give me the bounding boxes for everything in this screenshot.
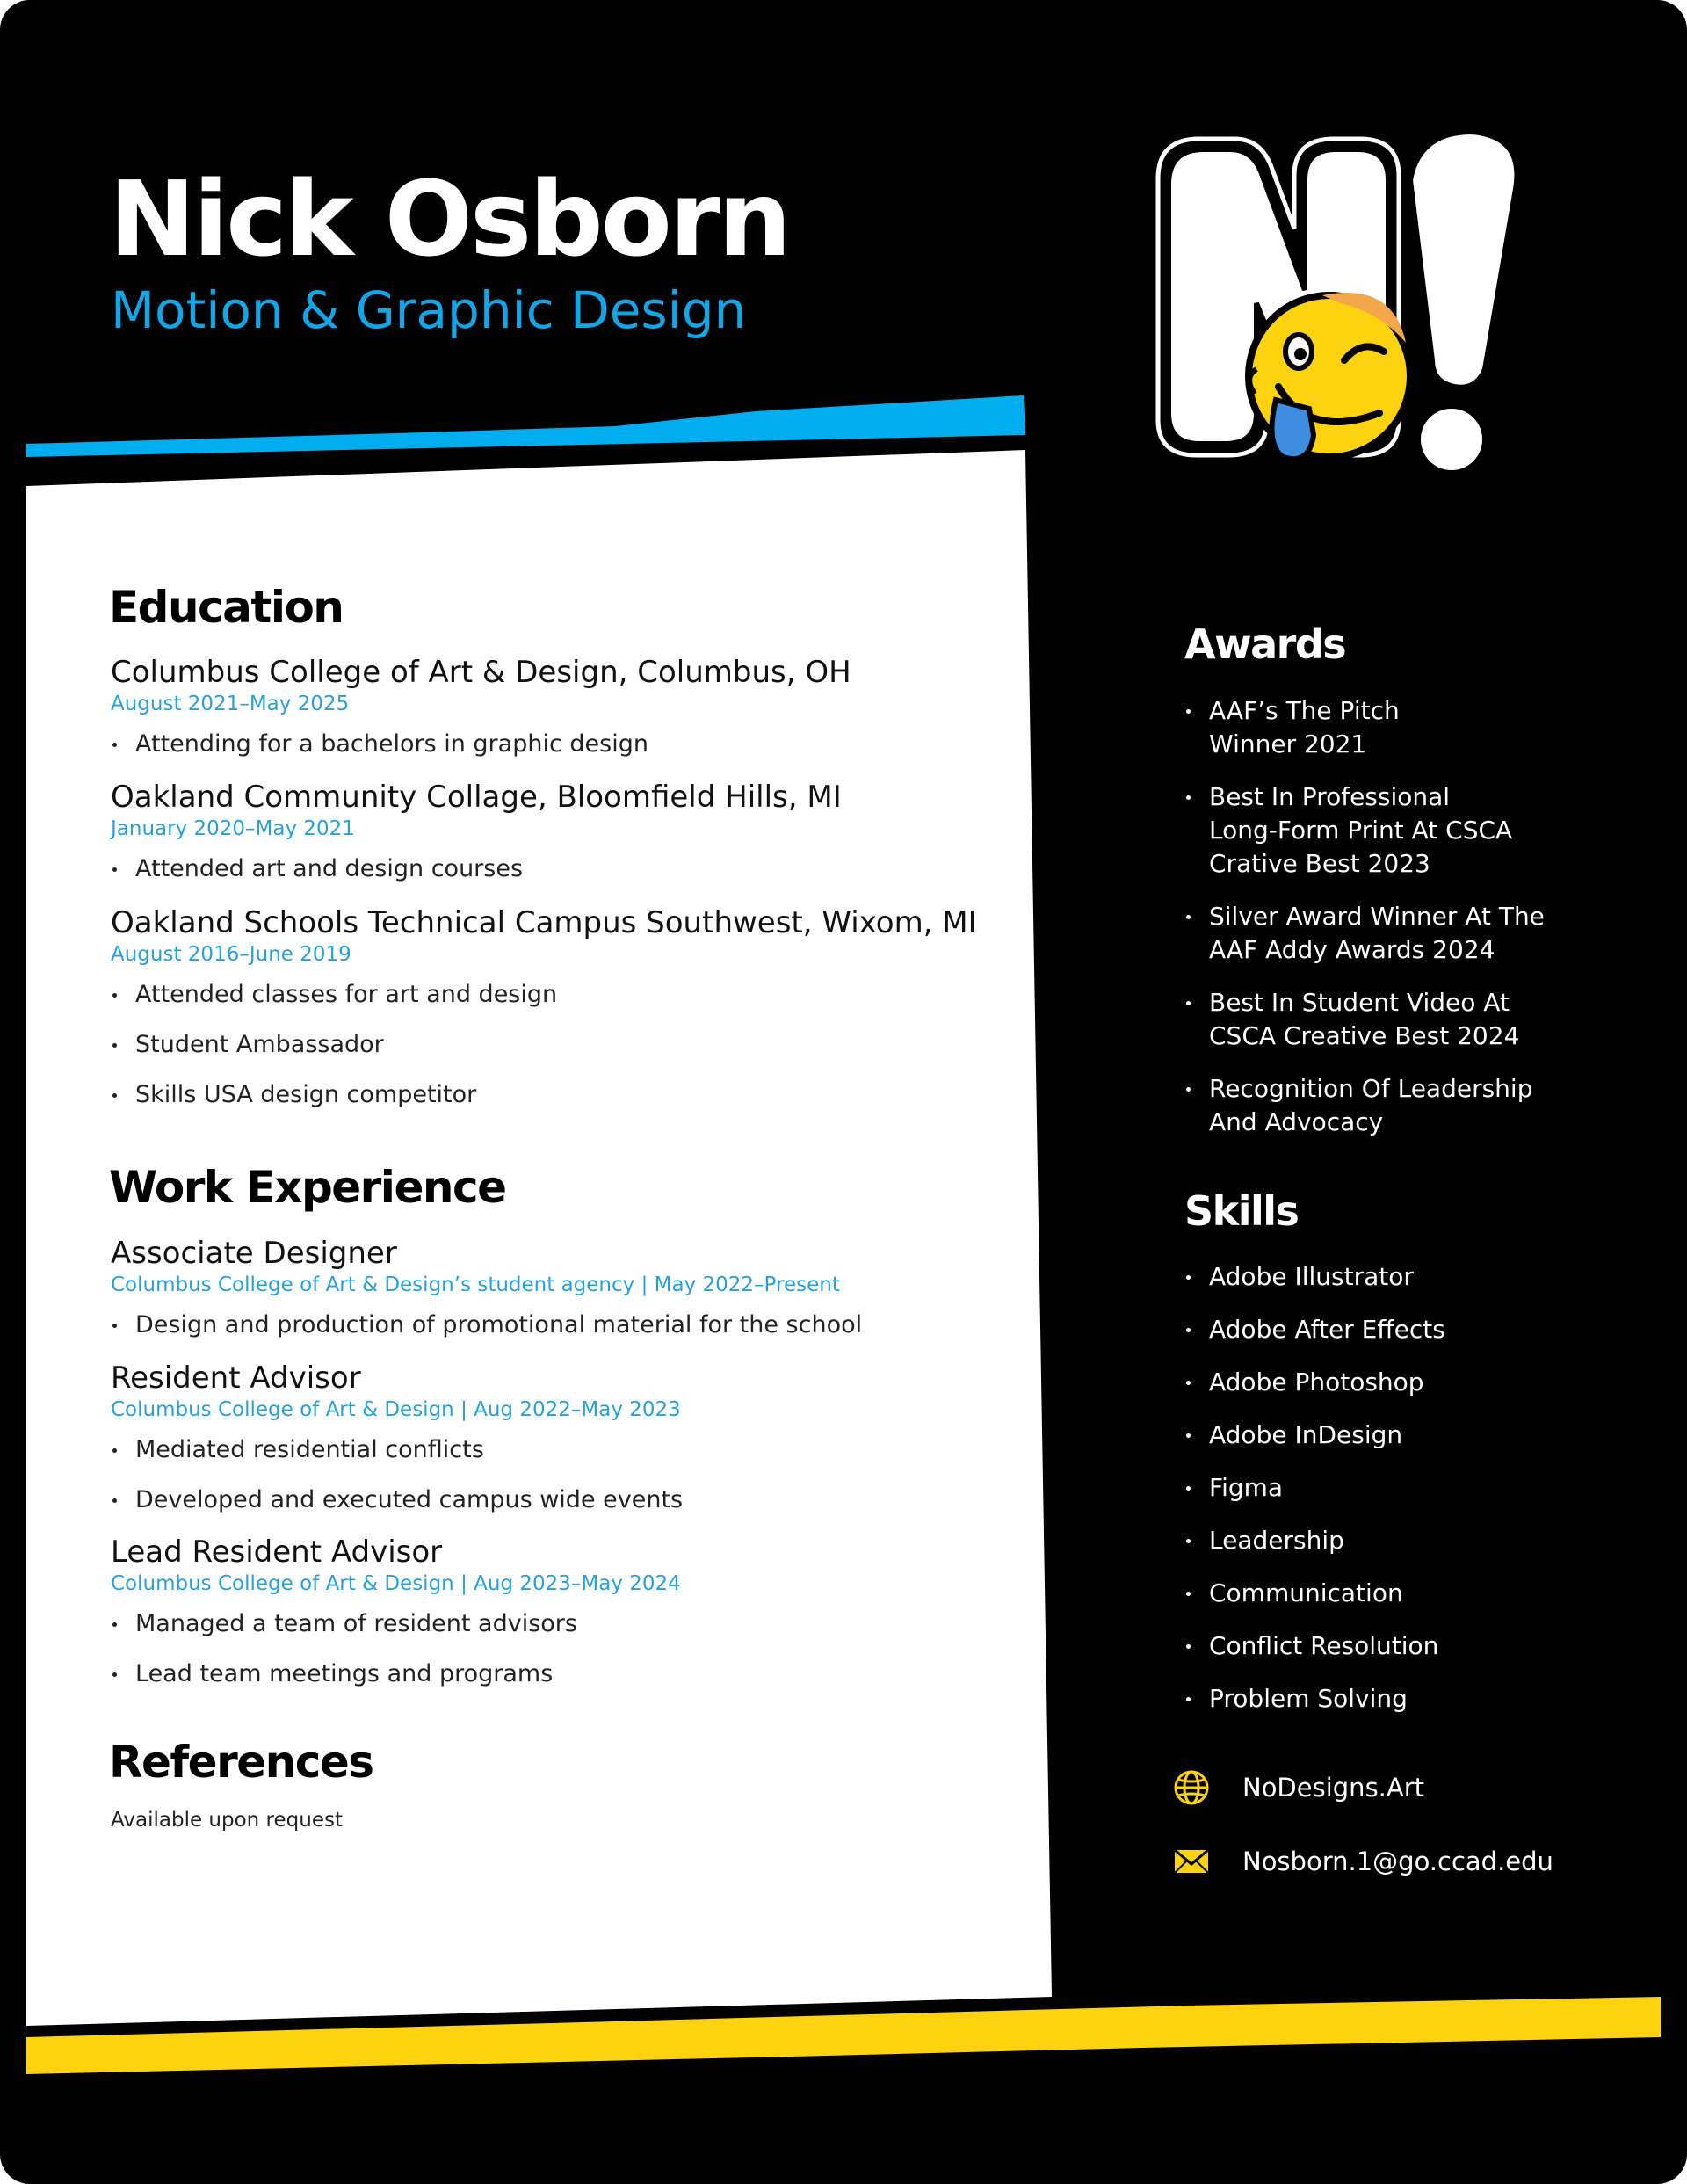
work-bullet: Design and production of promotional material for the school: [111, 1310, 1007, 1340]
education-entry: [111, 779, 1007, 904]
education-bullet: Skills USA design competitor: [111, 1080, 1007, 1110]
skill-item: Communication: [1184, 1577, 1589, 1610]
awards-list: [1184, 694, 1589, 1158]
no-logo: [1158, 132, 1517, 473]
award-item: AAF’s The Pitch Winner 2021: [1184, 694, 1589, 761]
award-item: Best In Professional Long-Form Print At CSCA Crative Best 2023: [1184, 780, 1589, 881]
work-bullet: Developed and executed campus wide events: [111, 1485, 1007, 1515]
education-bullet: Attended art and design courses: [111, 854, 1007, 884]
website-link[interactable]: NoDesigns.Art: [1242, 1773, 1425, 1803]
school-dates: August 2016–June 2019: [111, 943, 351, 966]
skills-heading: Skills: [1184, 1187, 1299, 1235]
job-meta: Columbus College of Art & Design’s student agency | May 2022–Present: [111, 1273, 840, 1296]
job-meta: Columbus College of Art & Design | Aug 2023–May 2024: [111, 1572, 681, 1595]
award-item: Recognition Of Leadership And Advocacy: [1184, 1072, 1589, 1139]
education-heading: Education: [109, 582, 344, 633]
school-name: Columbus College of Art & Design, Columbus, OH: [111, 655, 851, 690]
references-text: Available upon request: [111, 1809, 343, 1832]
job-role: Lead Resident Advisor: [111, 1535, 443, 1570]
award-item: Silver Award Winner At The AAF Addy Awards 2024: [1184, 900, 1589, 967]
education-entry: [111, 904, 1007, 1130]
education-bullet: Attended classes for art and design: [111, 980, 1007, 1010]
subtitle: Motion & Graphic Design: [111, 280, 747, 340]
email-contact[interactable]: [1172, 1842, 1553, 1881]
winking-smiley-icon: [1249, 293, 1410, 459]
skills-list: [1184, 1260, 1589, 1735]
school-dates: January 2020–May 2021: [111, 817, 355, 840]
name-heading: Nick Osborn: [109, 158, 789, 279]
skill-item: Adobe Illustrator: [1184, 1260, 1589, 1294]
education-bullet: Student Ambassador: [111, 1030, 1007, 1060]
awards-heading: Awards: [1184, 620, 1346, 668]
work-bullet: Managed a team of resident advisors: [111, 1609, 1007, 1639]
work-experience-heading: Work Experience: [109, 1162, 506, 1213]
skill-item: Leadership: [1184, 1524, 1589, 1557]
school-name: Oakland Community Collage, Bloomfield Hills, MI: [111, 780, 842, 815]
email-link[interactable]: Nosborn.1@go.ccad.edu: [1242, 1847, 1553, 1876]
globe-icon: [1172, 1768, 1211, 1807]
work-entry: [111, 1235, 1007, 1360]
envelope-icon: [1172, 1842, 1211, 1881]
job-meta: Columbus College of Art & Design | Aug 2022–May 2023: [111, 1398, 681, 1421]
job-role: Associate Designer: [111, 1236, 397, 1271]
job-role: Resident Advisor: [111, 1360, 361, 1396]
skill-item: Adobe After Effects: [1184, 1313, 1589, 1346]
website-contact[interactable]: [1172, 1768, 1424, 1807]
skill-item: Figma: [1184, 1471, 1589, 1505]
work-bullet: Lead team meetings and programs: [111, 1659, 1007, 1689]
award-item: Best In Student Video At CSCA Creative Best 2024: [1184, 986, 1589, 1053]
school-name: Oakland Schools Technical Campus Southwest, Wixom, MI: [111, 905, 977, 940]
work-entry: [111, 1360, 1007, 1535]
blue-accent-stripe: [26, 395, 1025, 457]
skill-item: Adobe Photoshop: [1184, 1366, 1589, 1399]
work-bullet: Mediated residential conflicts: [111, 1435, 1007, 1465]
skill-item: Adobe InDesign: [1184, 1419, 1589, 1452]
skill-item: Conflict Resolution: [1184, 1629, 1589, 1663]
work-entry: [111, 1534, 1007, 1709]
skill-item: Problem Solving: [1184, 1682, 1589, 1716]
education-bullet: Attending for a bachelors in graphic design: [111, 729, 1007, 759]
references-heading: References: [109, 1737, 373, 1788]
school-dates: August 2021–May 2025: [111, 693, 350, 715]
education-entry: [111, 654, 1007, 780]
